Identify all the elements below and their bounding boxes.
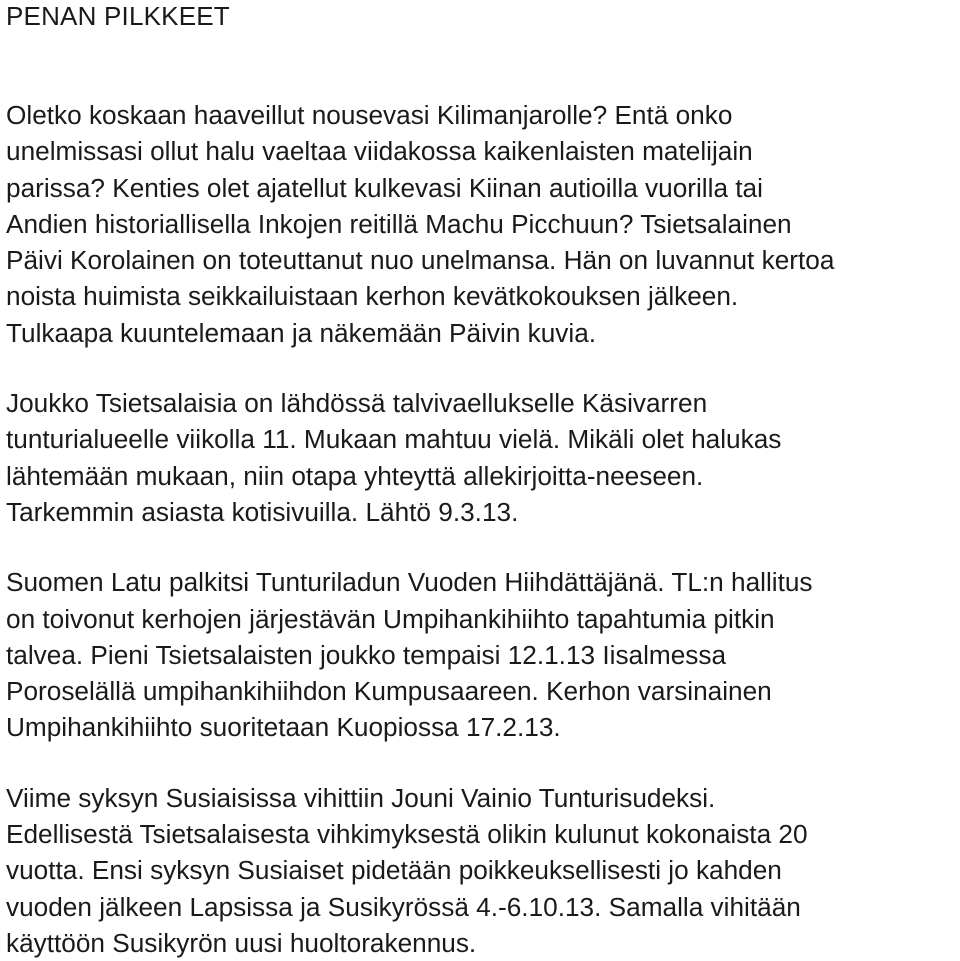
paragraph-umpihankihiihto (6, 564, 956, 745)
paragraph-line: unelmissasi ollut halu vaeltaa viidakossa kaikenlaisten matelijain (6, 136, 753, 167)
paragraph-talvivaellus (6, 385, 956, 530)
paragraph-line: Tulkaapa kuuntelemaan ja näkemään Päivin kuvia. (6, 317, 597, 348)
paragraph-line: lähtemään mukaan, niin otapa yhteyttä allekirjoitta-neeseen. (6, 460, 704, 491)
document-page (6, 0, 956, 961)
paragraph-line: Poroselällä umpihankihiihdon Kumpusaareen. Kerhon varsinainen (6, 676, 772, 707)
paragraph-line: vuotta. Ensi syksyn Susiaiset pidetään poikkeuksellisesti jo kahden (6, 855, 782, 886)
paragraph-line: noista huimista seikkailuistaan kerhon kevätkokouksen jälkeen. (6, 281, 739, 312)
paragraph-line: Joukko Tsietsalaisia on lähdössä talvivaellukselle Käsivarren (6, 388, 708, 419)
paragraph-line: Umpihankihiihto suoritetaan Kuopiossa 17.2.13. (6, 712, 561, 743)
page-title: PENAN PILKKEET (6, 1, 230, 31)
paragraph-line: Tarkemmin asiasta kotisivuilla. Lähtö 9.3.13. (6, 496, 519, 527)
paragraph-line: Oletko koskaan haaveillut nousevasi Kilimanjarolle? Entä onko (6, 100, 733, 130)
paragraph-line: Andien historiallisella Inkojen reitillä Machu Picchuun? Tsietsalainen (6, 208, 792, 239)
paragraph-line: Suomen Latu palkitsi Tunturiladun Vuoden Hiihdättäjänä. TL:n hallitus (6, 567, 813, 598)
paragraph-line: tunturialueelle viikolla 11. Mukaan mahtuu vielä. Mikäli olet halukas (6, 424, 782, 455)
paragraph-line: on toivonut kerhojen järjestävän Umpihankihiihto tapahtumia pitkin (6, 603, 775, 634)
paragraph-line: Edellisestä Tsietsalaisesta vihkimyksestä olikin kulunut kokonaista 20 (6, 819, 808, 850)
paragraph-line: Päivi Korolainen on toteuttanut nuo unelmansa. Hän on luvannut kertoa (6, 245, 835, 276)
paragraph-line: parissa? Kenties olet ajatellut kulkevasi Kiinan autioilla vuorilla tai (6, 172, 763, 203)
paragraph-line: talvea. Pieni Tsietsalaisten joukko tempaisi 12.1.13 Iisalmessa (6, 639, 727, 670)
paragraph-kilimanjaro (6, 97, 956, 351)
paragraph-line: käyttöön Susikyrön uusi huoltorakennus. (6, 927, 477, 958)
paragraph-line: Viime syksyn Susiaisissa vihittiin Jouni Vainio Tunturisudeksi. (6, 782, 716, 813)
paragraph-line: vuoden jälkeen Lapsissa ja Susikyrössä 4.-6.10.13. Samalla vihitään (6, 891, 801, 922)
